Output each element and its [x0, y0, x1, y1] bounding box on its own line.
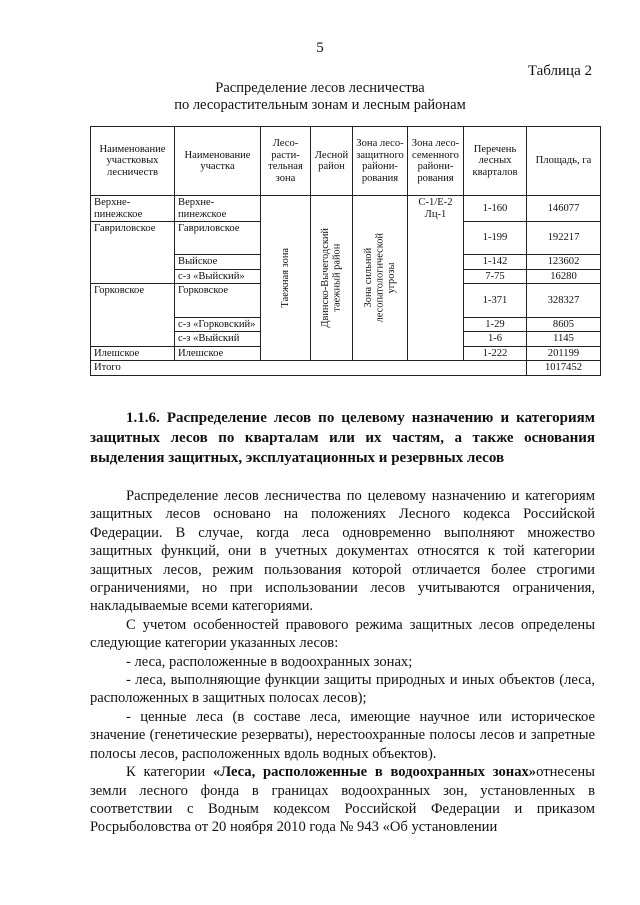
cell-size: 201199	[527, 346, 601, 361]
table-row	[91, 196, 601, 222]
header-seed-zone: Зона лесо-семенного райони-рования	[408, 127, 464, 196]
cell-forest-region	[311, 196, 353, 361]
paragraph	[90, 763, 595, 837]
cell-size: 123602	[527, 255, 601, 270]
paragraph-rest: отнесены земли лесного фонда в границах водоохранных зон, установленных в соответствии с Водным кодексом Российской Федерации и приказом Росрыболовства от 20 ноября 2010 года № 943 «Об установлении	[90, 764, 595, 836]
paragraph: С учетом особенностей правового режима защитных лесов определены следующие категории указанных лесов:	[90, 616, 595, 652]
protection-zone-line1: Зона сильной	[362, 248, 374, 308]
body-text	[90, 487, 595, 837]
cell-size: 328327	[527, 284, 601, 317]
cell-area: Верхне-пинежское	[175, 196, 261, 222]
cell-quarters: 1-371	[464, 284, 527, 317]
forest-region-text	[320, 228, 343, 328]
header-protection-zone: Зона лесо-защитного райони-рования	[353, 127, 408, 196]
table-header-row	[91, 127, 601, 196]
section-heading: 1.1.6. Распределение лесов по целевому назначению и категориям защитных лесов по кварталам или их частям, а также основания выделения защитных, эксплуатационных и резервных лесов	[90, 410, 595, 466]
header-forestry: Наименование участковых лесничеств	[91, 127, 175, 196]
header-size: Площадь, га	[527, 127, 601, 196]
cell-area: Выйское	[175, 255, 261, 270]
cell-size: 146077	[527, 196, 601, 222]
forest-distribution-table	[90, 126, 601, 376]
cell-protection-zone	[353, 196, 408, 361]
table-title	[0, 80, 640, 114]
cell-size: 1145	[527, 332, 601, 347]
cell-quarters: 7-75	[464, 269, 527, 284]
table-label: Таблица 2	[527, 63, 592, 79]
cell-area: с-з «Выйский	[175, 332, 261, 347]
cell-quarters: 1-142	[464, 255, 527, 270]
cell-vegetation-zone	[261, 196, 311, 361]
cell-size: 192217	[527, 222, 601, 255]
cell-area: с-з «Горковский»	[175, 317, 261, 332]
table-total-row	[91, 361, 601, 376]
forest-region-line1: Двинско-Вычегодский	[320, 228, 331, 328]
cell-quarters: 1-222	[464, 346, 527, 361]
cell-forestry: Илешское	[91, 346, 175, 361]
list-item: - леса, выполняющие функции защиты природных и иных объектов (леса, расположенных в защитных полосах лесов);	[90, 672, 595, 707]
cell-quarters: 1-29	[464, 317, 527, 332]
forest-region-line2: таежный район	[331, 244, 343, 312]
cell-area: Гавриловское	[175, 222, 261, 255]
cell-quarters: 1-160	[464, 196, 527, 222]
cell-forestry: Гавриловское	[91, 222, 175, 284]
total-value: 1017452	[527, 361, 601, 376]
paragraph: Распределение лесов лесничества по целевому назначению и категориям защитных лесов основано на положениях Лесного кодекса Российской Федерации. В случае, когда леса одновременно выполняют множество защитных функций, они в учетных документах относятся к той категории защитных лесов, режим пользования которой отличается более строгими ограничениями, но при использовании лесов учитываются ограничения, накладываемые всеми категориями.	[90, 488, 595, 615]
cell-quarters: 1-6	[464, 332, 527, 347]
total-label: Итого	[91, 361, 527, 376]
cell-size: 8605	[527, 317, 601, 332]
cell-forestry: Верхне-пинежское	[91, 196, 175, 222]
table-title-line2: по лесорастительным зонам и лесным районам	[174, 97, 466, 113]
cell-area: Илешское	[175, 346, 261, 361]
cell-area: Горковское	[175, 284, 261, 317]
list-item: - леса, расположенные в водоохранных зонах;	[126, 653, 413, 670]
header-vegetation-zone: Лесо-расти-тельная зона	[261, 127, 311, 196]
protection-zone-text	[363, 233, 398, 322]
seed-zone-line1: С-1/Е-2	[418, 197, 453, 208]
seed-zone-line2: Лц-1	[424, 208, 447, 220]
cell-forestry: Горковское	[91, 284, 175, 346]
protection-zone-line2: лесопатологической	[374, 233, 386, 323]
cell-area: с-з «Выйский»	[175, 269, 261, 284]
vegetation-zone-text: Таежная зона	[279, 248, 291, 308]
protection-zone-line3: угрозы	[385, 262, 397, 294]
cell-size: 16280	[527, 269, 601, 284]
header-forest-region: Лесной район	[311, 127, 353, 196]
table-title-line1: Распределение лесов лесничества	[215, 80, 425, 96]
cell-quarters: 1-199	[464, 222, 527, 255]
category-name: «Леса, расположенные в водоохранных зонах»	[212, 764, 537, 781]
paragraph-start: К категории	[126, 764, 213, 781]
header-area: Наименование участка	[175, 127, 261, 196]
page-number: 5	[316, 40, 324, 56]
header-quarters: Перечень лесных кварталов	[464, 127, 527, 196]
cell-seed-zone	[408, 196, 464, 361]
list-item: - ценные леса (в составе леса, имеющие научное или историческое значение (генетические резерваты), нерестоохранные полосы лесов и запретные полосы лесов, расположенных вдоль водных объектов).	[90, 708, 595, 762]
